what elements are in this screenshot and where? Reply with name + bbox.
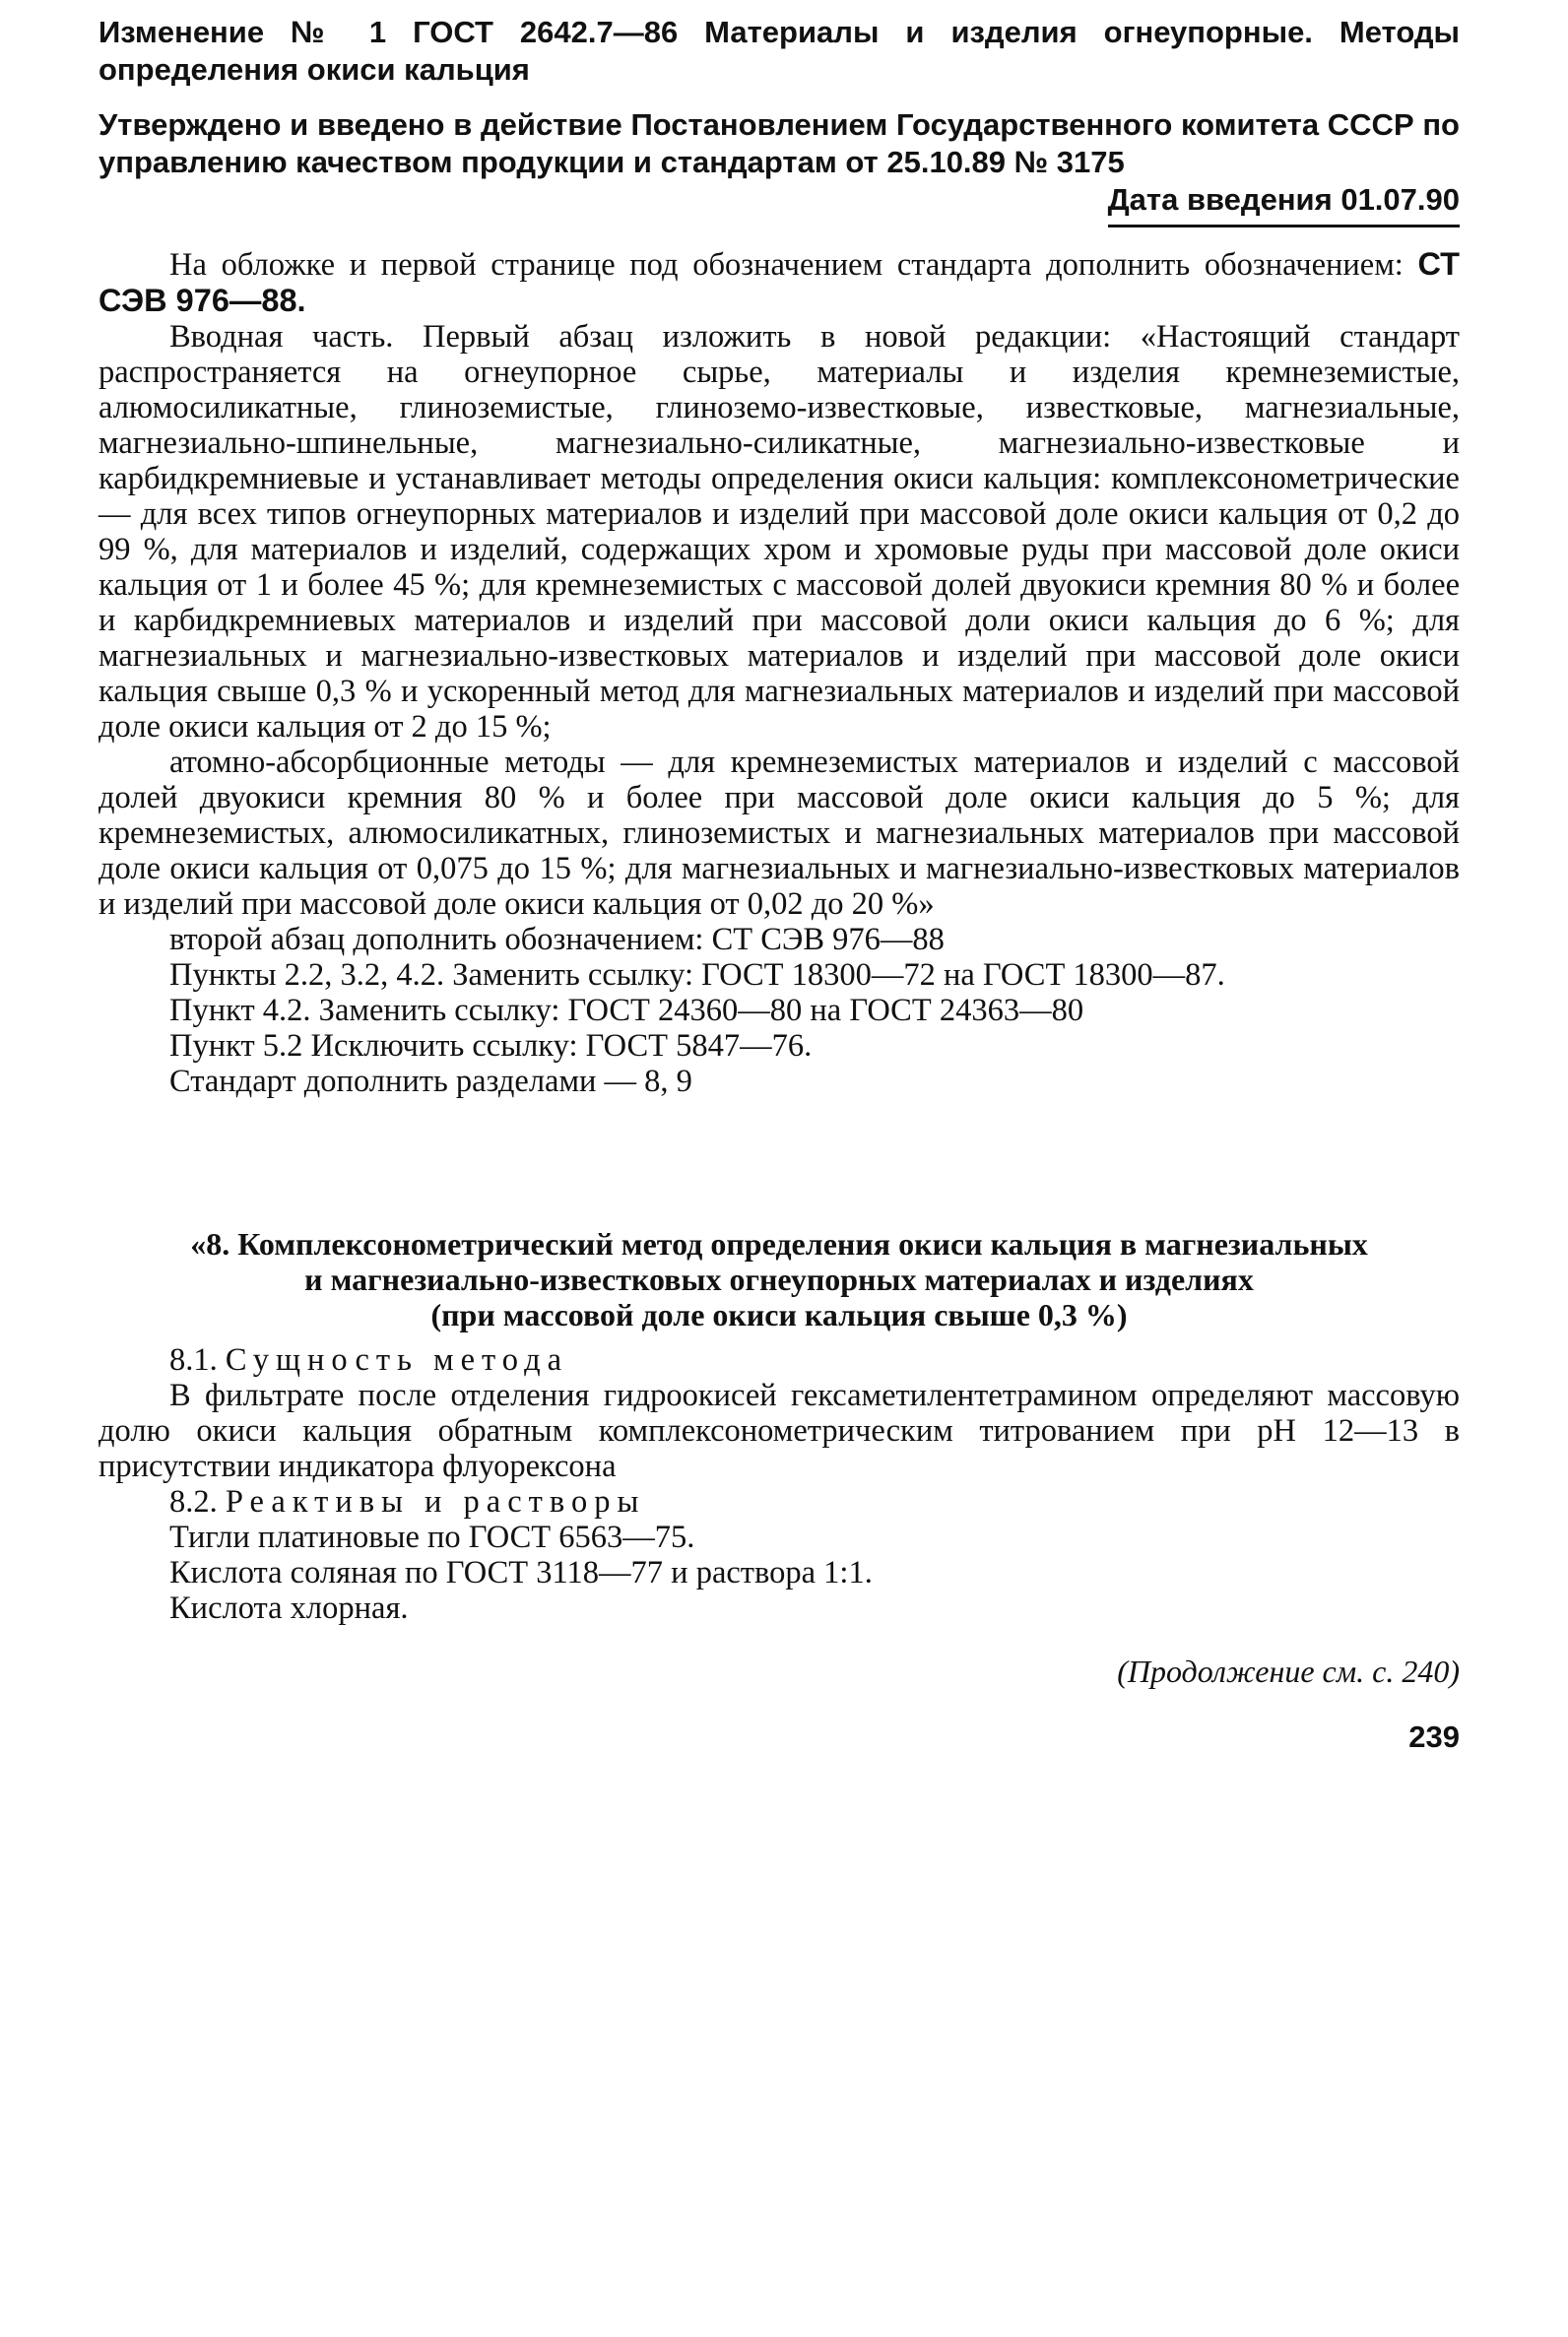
paragraph-cover [98, 246, 1460, 319]
subsection-8-1-title: Сущность метода [225, 1342, 569, 1378]
subsection-8-1-number: 8.1. [169, 1342, 218, 1378]
header-block [98, 14, 1460, 227]
reagent-hydrochloric-acid: Кислота соляная по ГОСТ 3118—77 и раствора 1:1. [169, 1555, 873, 1590]
line-second-paragraph: второй абзац дополнить обозначением: СТ СЭВ 976—88 [169, 922, 945, 957]
section-8 [98, 1226, 1460, 1755]
approval-statement: Утверждено и введено в действие Постановлением Государственного комитета СССР по управлению качеством продукции и стандартам от 25.10.89 № 3175 [98, 107, 1460, 179]
effective-date-underline [1108, 181, 1460, 227]
section-8-title-line-1: «8. Комплексонометрический метод определения окиси кальция в магнезиальных [190, 1226, 1368, 1262]
designation-bold: СТ СЭВ 976—88. [98, 246, 1461, 318]
cover-text: На обложке и первой странице под обозначением стандарта дополнить обозначением: [169, 247, 1404, 283]
date-value: 01.07.90 [1340, 182, 1460, 217]
reagent-crucibles: Тигли платиновые по ГОСТ 6563—75. [169, 1520, 695, 1555]
line-points-2-2: Пункты 2.2, 3.2, 4.2. Заменить ссылку: ГОСТ 18300—72 на ГОСТ 18300—87. [169, 957, 1225, 993]
reagent-perchloric-acid: Кислота хлорная. [169, 1590, 409, 1626]
subsection-8-1-text: В фильтрате после отделения гидроокисей гексаметилентетрамином определяют массовую долю окиси кальция обратным комплексонометрическим титрованием при рН 12—13 в присутствии индикатора флуорексона [98, 1378, 1460, 1484]
continuation-note: (Продолжение см. с. 240) [1117, 1654, 1460, 1689]
section-8-title-line-2: и магнезиально-известковых огнеупорных материалах и изделиях [304, 1262, 1254, 1297]
effective-date [98, 181, 1460, 227]
subsection-8-1-heading [98, 1342, 1460, 1378]
date-label: Дата введения [1107, 182, 1333, 217]
section-8-title-line-3: (при массовой доле окиси кальция свыше 0,3 %) [430, 1297, 1128, 1332]
line-add-sections: Стандарт дополнить разделами — 8, 9 [169, 1064, 692, 1099]
amendment-title: Изменение № 1 ГОСТ 2642.7—86 Материалы и изделия огнеупорные. Методы определения окиси кальция [98, 15, 1460, 87]
paragraph-introduction: Вводная часть. Первый абзац изложить в новой редакции: «Настоящий стандарт распространяется на огнеупорное сырье, материалы и изделия кремнеземистые, алюмосиликатные, глиноземистые, глиноземо-известковые, известковые, магнезиальные, магнезиально-шпинельные, магнезиально-силикатные, магнезиально-известковые и карбидкремниевые и устанавливает методы определения окиси кальция: комплексонометрические — для всех типов огнеупорных материалов и изделий при массовой доле окиси кальция от 0,2 до 99 %, для материалов и изделий, содержащих хром и хромовые руды при массовой доле окиси кальция от 1 и более 45 %; для кремнеземистых с массовой долей двуокиси кремния 80 % и более и карбидкремниевых материалов и изделий при массовой доли окиси кальция до 6 %; для магнезиальных и магнезиально-известковых материалов и изделий при массовой доле окиси кальция свыше 0,3 % и ускоренный метод для магнезиальных материалов и изделий при массовой доле окиси кальция от 2 до 15 %; [98, 319, 1460, 745]
subsection-8-2-number: 8.2. [169, 1484, 218, 1520]
paragraph-atomic-absorption: атомно-абсорбционные методы — для кремнеземистых материалов и изделий с массовой долей двуокиси кремния 80 % и более при массовой доле окиси кальция до 5 %; для кремнеземистых, алюмосиликатных, глиноземистых и магнезиальных материалов при массовой доле окиси кальция от 0,075 до 15 %; для магнезиальных и магнезиально-известковых материалов и изделий при массовой доле окиси кальция от 0,02 до 20 %» [98, 745, 1460, 922]
subsection-8-2-heading [98, 1484, 1460, 1520]
line-point-4-2: Пункт 4.2. Заменить ссылку: ГОСТ 24360—80 на ГОСТ 24363—80 [169, 993, 1084, 1028]
page-number: 239 [1408, 1720, 1460, 1754]
subsection-8-2-title: Реактивы и растворы [225, 1484, 646, 1520]
amendment-body [98, 246, 1460, 1099]
line-point-5-2: Пункт 5.2 Исключить ссылку: ГОСТ 5847—76. [169, 1028, 813, 1064]
